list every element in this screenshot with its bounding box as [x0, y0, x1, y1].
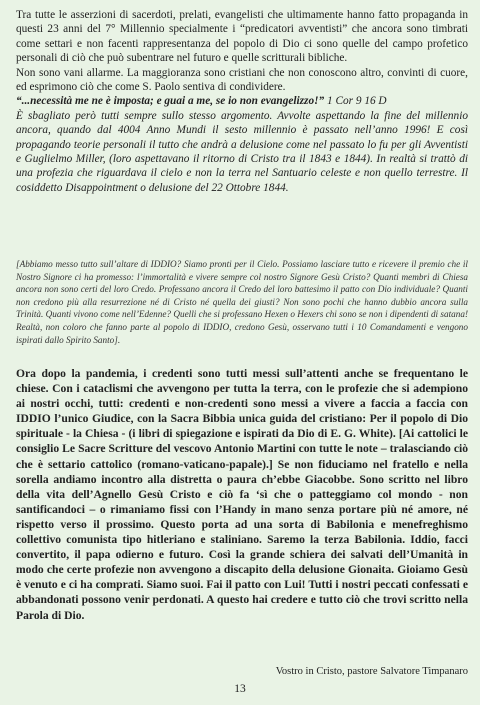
bracketed-questions-paragraph: [Abbiamo messo tutto sull’altare di IDDIO? Siamo pronti per il Cielo. Possiamo lasciare tutto e ricevere il premio che il Nostro Signore ci ha promesso: l’immortalità e vivere sempre col nostro Signore Gesù Cristo? Quanti membri di Chiesa ancora non sono certi del loro Credo. Professano ancora il Credo del loro battesimo il patto con Dio individuale? Quanti non credono più alla resurrezione né di Cristo né quella dei giusti? Non sono pochi che hanno dubbio ancora sulla Trinità. Quanti vivono come nell’Edenne? Quelli che si professano Hexen o Hexers chi sono se non i dipendenti di satana! Realtà, non coloro che fanno parte al popolo di IDDIO, credono Gesù, osservano tutti i 10 Comandamenti e vengono ispirati dallo Spirito Santo]. — [16, 259, 468, 345]
signature: Vostro in Cristo, pastore Salvatore Timpanaro — [275, 666, 468, 677]
intro-text-c: È sbagliato però tutti sempre sullo stesso argomento. Avvolte aspettando la fine del millennio ancora, quando dal 4004 Anno Mundi il sesto millennio è passato nell’anno 1996! E così propagando teorie personali il tutto che andrà a delusione come nel passato lo fu per gli Avventisti e Guglielmo Miller, (loro aspettavano il ritorno di Cristo tra il 1843 e 1844). In realtà si trattò di una profezia che riguardava il cielo e non la terra nel Santuario celeste e non quello terrestre. Il cosiddetto Disappointment o delusione del 22 Ottobre 1844. — [16, 109, 468, 194]
bold-main-paragraph: Ora dopo la pandemia, i credenti sono tutti messi sull’attenti anche se frequentano le chiese. Con i cataclismi che avvengono per tutta la terra, con le profezie che si adempiono ai nostri occhi, tutti: credenti e non-credenti sono messi a vivere a faccia a faccia con IDDIO l’unico Giudice, con la Sacra Bibbia unica guida del cristiano: Per il popolo di Dio spirituale - la Chiesa - (i libri di spiegazione e ispirati da Dio di E. G. White). [Ai cattolici le consiglio Le Sacre Scritture del vescovo Antonio Martini con tutte le note – tralasciando ciò che è settario cattolico (romano-vaticano-papale).] Se non fiduciamo nel fratello e nella sorella andiamo incontro alla distretta o paura ch’ebbe Giacobbe. Sono scritto nel libro della vita dell’Agnello Gesù Cristo e ciò fa ‘sì che o patteggiamo col mondo - non santificandoci – o rimaniamo fissi con l’Handy in mano senza portare più né amore, né rispetto verso il prossimo. Questo porta ad una sorta di Babilonia e menefreghismo collettivo comunista tipo hitleriano e staliniano. Saremo la terza Babilonia. Iddio, facci convertito, il papa odierno e futuro. Così la grande schiera dei salvati dell’Umanità in modo che certe profezie non avvengono a discapito della delusione Gionaita. Gioiamo Gesù è venuto e ci ha comprati. Siamo suoi. Fai il patto con Lui! Tutti i nostri peccati confessati e abbandonati possono venir perdonati. A questo hai credere e tutto ciò che trovi scritto nella Parola di Dio. — [16, 367, 468, 622]
intro-text-b: Non sono vani allarme. La maggioranza sono cristiani che non conoscono altro, convinti di cuore, ed esprimono ciò che come S. Paolo sentiva di condividere. — [16, 66, 468, 94]
bible-quote: “...necessità me ne è imposta; e guai a me, se io non evangelizzo!” — [16, 95, 325, 108]
bible-reference: 1 Cor 9 16 D — [324, 95, 387, 108]
page-number: 13 — [234, 683, 246, 695]
paragraph-intro — [16, 8, 468, 195]
intro-text-a: Tra tutte le asserzioni di sacerdoti, prelati, evangelisti che ultimamente hanno fatto propaganda in questi 23 anni del 7° Millennio specialmente i “predicatori avventisti” che ancora sono timbrati come settari e non facenti rappresentanza del popolo di Dio ci sono quelle del campo profetico personali di ciò che può subentrare nel futuro e quelle scritturali bibliche. — [16, 9, 468, 65]
